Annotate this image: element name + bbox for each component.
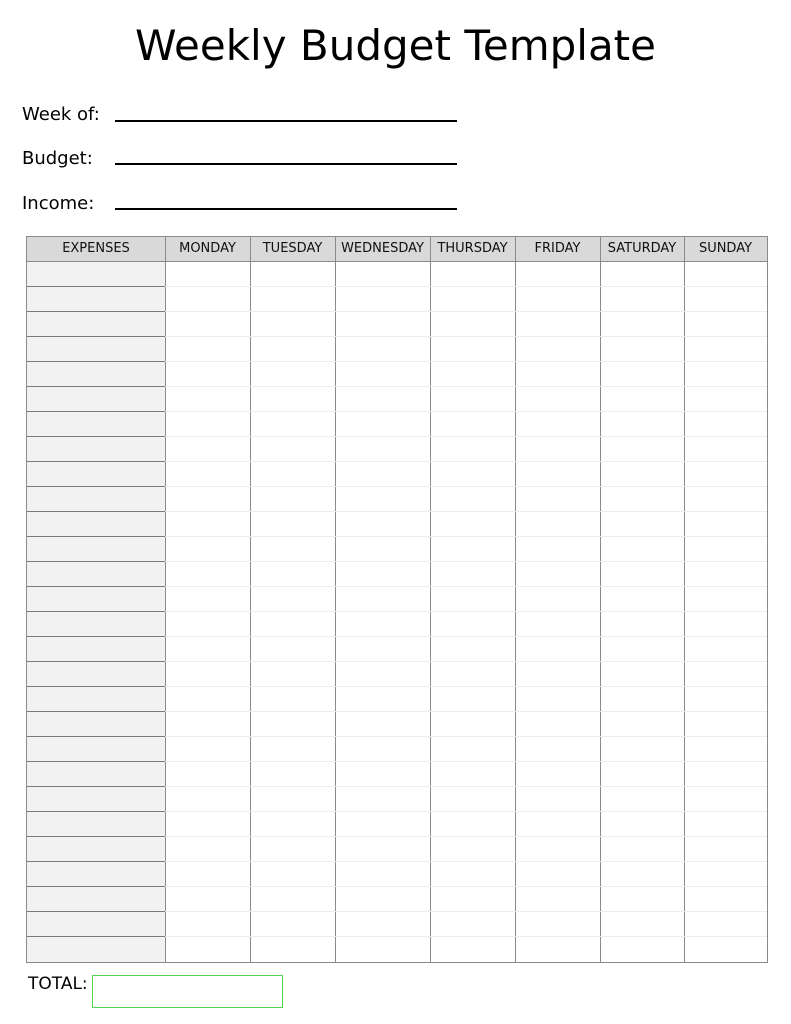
day-row-divider bbox=[165, 811, 767, 812]
day-row-divider bbox=[165, 311, 767, 312]
income-label: Income: bbox=[22, 193, 95, 214]
expense-row-divider bbox=[27, 486, 165, 487]
day-row-divider bbox=[165, 936, 767, 937]
day-row-divider bbox=[165, 886, 767, 887]
day-row-divider bbox=[165, 461, 767, 462]
expense-row-divider bbox=[27, 811, 165, 812]
expense-row-divider bbox=[27, 411, 165, 412]
expense-row-divider bbox=[27, 786, 165, 787]
column-divider bbox=[165, 237, 166, 962]
column-divider bbox=[430, 237, 431, 962]
total-input-box[interactable] bbox=[92, 975, 283, 1008]
day-row-divider bbox=[165, 861, 767, 862]
day-row-divider bbox=[165, 636, 767, 637]
budget-table bbox=[26, 236, 768, 963]
column-header-tuesday: TUESDAY bbox=[262, 241, 323, 256]
day-row-divider bbox=[165, 836, 767, 837]
expense-row-divider bbox=[27, 936, 165, 937]
column-divider bbox=[684, 237, 685, 962]
expense-row-divider bbox=[27, 286, 165, 287]
expense-row-divider bbox=[27, 386, 165, 387]
page-title: Weekly Budget Template bbox=[134, 21, 656, 70]
total-label: TOTAL: bbox=[28, 974, 88, 994]
expense-row-divider bbox=[27, 761, 165, 762]
week-of-line[interactable] bbox=[115, 120, 457, 122]
expense-row-divider bbox=[27, 436, 165, 437]
expense-row-divider bbox=[27, 861, 165, 862]
expense-row-divider bbox=[27, 886, 165, 887]
day-row-divider bbox=[165, 511, 767, 512]
day-row-divider bbox=[165, 736, 767, 737]
column-divider bbox=[250, 237, 251, 962]
day-row-divider bbox=[165, 386, 767, 387]
day-row-divider bbox=[165, 486, 767, 487]
day-row-divider bbox=[165, 536, 767, 537]
column-header-wednesday: WEDNESDAY bbox=[341, 241, 424, 256]
day-row-divider bbox=[165, 286, 767, 287]
day-row-divider bbox=[165, 661, 767, 662]
day-row-divider bbox=[165, 336, 767, 337]
column-header-friday: FRIDAY bbox=[534, 241, 581, 256]
budget-label: Budget: bbox=[22, 148, 93, 169]
income-line[interactable] bbox=[115, 208, 457, 210]
expense-row-divider bbox=[27, 911, 165, 912]
day-row-divider bbox=[165, 911, 767, 912]
column-header-saturday: SATURDAY bbox=[607, 241, 677, 256]
column-header-expenses: EXPENSES bbox=[62, 241, 130, 256]
week-of-label: Week of: bbox=[22, 104, 100, 125]
expense-row-divider bbox=[27, 311, 165, 312]
expense-row-divider bbox=[27, 536, 165, 537]
expense-row-divider bbox=[27, 336, 165, 337]
expense-row-divider bbox=[27, 686, 165, 687]
column-divider bbox=[515, 237, 516, 962]
day-row-divider bbox=[165, 611, 767, 612]
expenses-column bbox=[27, 262, 165, 962]
budget-line[interactable] bbox=[115, 163, 457, 165]
column-header-monday: MONDAY bbox=[179, 241, 236, 256]
day-row-divider bbox=[165, 361, 767, 362]
day-row-divider bbox=[165, 786, 767, 787]
expense-row-divider bbox=[27, 736, 165, 737]
expense-row-divider bbox=[27, 711, 165, 712]
expense-row-divider bbox=[27, 586, 165, 587]
expense-row-divider bbox=[27, 511, 165, 512]
column-divider bbox=[335, 237, 336, 962]
day-row-divider bbox=[165, 686, 767, 687]
day-row-divider bbox=[165, 586, 767, 587]
expense-row-divider bbox=[27, 361, 165, 362]
expense-row-divider bbox=[27, 836, 165, 837]
day-row-divider bbox=[165, 411, 767, 412]
expense-row-divider bbox=[27, 611, 165, 612]
day-row-divider bbox=[165, 711, 767, 712]
day-row-divider bbox=[165, 561, 767, 562]
column-divider bbox=[600, 237, 601, 962]
column-header-thursday: THURSDAY bbox=[437, 241, 508, 256]
expense-row-divider bbox=[27, 461, 165, 462]
day-row-divider bbox=[165, 436, 767, 437]
expense-row-divider bbox=[27, 661, 165, 662]
expense-row-divider bbox=[27, 636, 165, 637]
expense-row-divider bbox=[27, 561, 165, 562]
day-row-divider bbox=[165, 761, 767, 762]
column-header-sunday: SUNDAY bbox=[698, 241, 753, 256]
